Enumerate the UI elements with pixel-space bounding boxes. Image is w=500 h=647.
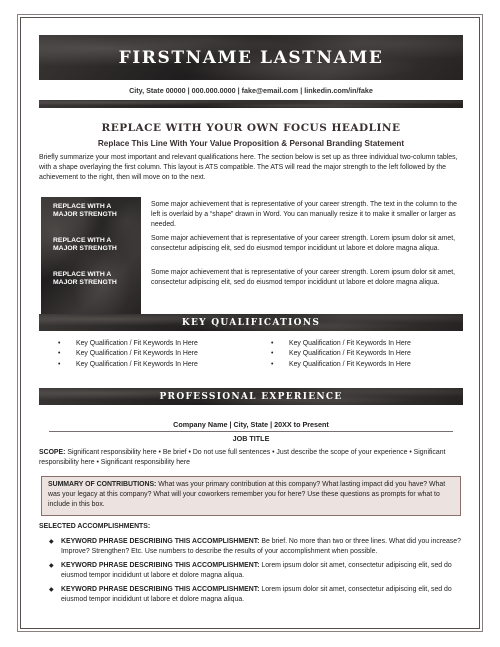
scope-label: SCOPE: [39, 449, 66, 456]
list-item [58, 360, 198, 370]
strength-achievement: Some major achievement that is representative of your career strength. The text in the column to the left is overlaid by a “shape” drawn in Word. You can manually resize it to make it smaller or larger as needed. [151, 201, 457, 229]
header-divider-band [39, 100, 463, 108]
accomplishment-keyword: KEYWORD PHRASE DESCRIBING THIS ACCOMPLISHMENT: [61, 538, 260, 545]
diamond-bullet-icon: ◆ [49, 563, 54, 569]
bullet-icon: • [58, 360, 61, 368]
accomplishment-keyword: KEYWORD PHRASE DESCRIBING THIS ACCOMPLISHMENT: [61, 586, 260, 593]
summary-paragraph: Briefly summarize your most important and relevant qualifications here. The section below is set up as three individual two-column tables, with a shape overlaying the first column. This layout is ATS compatible. The ATS will read the major strength to the left followed by the achievement to the right, then will move on to the next. [39, 154, 458, 182]
qualification-text: Key Qualification / Fit Keywords In Here [289, 340, 411, 347]
accomplishments-title: SELECTED ACCOMPLISHMENTS: [39, 523, 151, 530]
strength-achievement: Some major achievement that is representative of your career strength. Lorem ipsum dolor sit amet, consectetur adipiscing elit, sed do eiusmod tempor incididunt ut labore et dolore magna aliqua. [151, 269, 456, 287]
accomplishment-text: Be brief. No more than two or three lines. What did you increase? Improve? Strengthen? Etc. Use numbers to describe the results of your accomplishment when possible. [61, 538, 461, 556]
accomplishment-item [49, 561, 461, 581]
company-divider [49, 431, 453, 432]
strength-achievement: Some major achievement that is representative of your career strength. Lorem ipsum dolor sit amet, consectetur adipiscing elit, sed do eiusmod tempor incididunt ut labore et dolore magna aliqua. [151, 235, 456, 253]
list-item [271, 349, 411, 359]
contributions-text: What was your primary contribution at this company? What lasting impact did you have? What was your legacy at this company? What will your coworkers remember you for here? Use these questions as prompts for what to include in this box. [48, 481, 446, 509]
scope-text: Significant responsibility here • Be brief • Do not use full sentences • Just describe the scope of your experience • Significant responsibility here • Significant responsibility here [39, 449, 446, 467]
bullet-icon: • [271, 360, 274, 368]
list-item [271, 339, 411, 349]
strength-label: REPLACE WITH A MAJOR STRENGTH [53, 203, 117, 219]
value-proposition: Replace This Line With Your Value Proposition & Personal Branding Statement [97, 139, 405, 148]
experience-header-band [39, 388, 463, 405]
accomplishment-text: Lorem ipsum dolor sit amet, consectetur adipiscing elit, sed do eiusmod tempor incididunt ut labore et dolore magna aliqua. [61, 562, 452, 580]
qualification-text: Key Qualification / Fit Keywords In Here [76, 360, 198, 368]
bullet-icon: • [58, 350, 61, 358]
contributions-box [41, 476, 461, 516]
bullet-icon: • [271, 340, 274, 347]
company-line: Company Name | City, State | 20XX to Present [173, 420, 329, 429]
accomplishment-item [49, 537, 461, 557]
job-title: JOB TITLE [232, 434, 270, 443]
list-item [271, 360, 411, 370]
resume-page [20, 17, 480, 629]
accomplishment-text: Lorem ipsum dolor sit amet, consectetur adipiscing elit, sed do eiusmod tempor incididunt ut labore et dolore magna aliqua. [61, 586, 452, 604]
strength-label: REPLACE WITH A MAJOR STRENGTH [53, 237, 117, 253]
bullet-icon: • [58, 340, 61, 347]
section-title: PROFESSIONAL EXPERIENCE [159, 391, 343, 402]
bullet-icon: • [271, 350, 274, 358]
scope-paragraph [39, 448, 463, 468]
list-item [58, 349, 198, 359]
qualifications-list-left [58, 339, 198, 370]
header-band [39, 35, 463, 80]
diamond-bullet-icon: ◆ [49, 587, 54, 593]
strength-label: REPLACE WITH A MAJOR STRENGTH [53, 271, 117, 287]
contact-line: City, State 00000 | 000.000.0000 | fake@email.com | linkedin.com/in/fake [129, 86, 373, 95]
section-title: KEY QUALIFICATIONS [181, 317, 321, 328]
accomplishment-keyword: KEYWORD PHRASE DESCRIBING THIS ACCOMPLISHMENT: [61, 562, 260, 569]
contributions-label: SUMMARY OF CONTRIBUTIONS: [48, 481, 157, 488]
focus-headline: REPLACE WITH YOUR OWN FOCUS HEADLINE [101, 122, 401, 134]
strength-column-shape [41, 197, 141, 317]
accomplishment-item [49, 585, 461, 605]
qualification-text: Key Qualification / Fit Keywords In Here [76, 350, 198, 358]
list-item [58, 339, 198, 349]
qualification-text: Key Qualification / Fit Keywords In Here [76, 340, 198, 347]
qualifications-list-right [271, 339, 411, 370]
qualification-text: Key Qualification / Fit Keywords In Here [289, 360, 411, 368]
diamond-bullet-icon: ◆ [49, 539, 54, 545]
qualifications-header-band [39, 314, 463, 331]
candidate-name: FIRSTNAME LASTNAME [118, 47, 384, 68]
qualification-text: Key Qualification / Fit Keywords In Here [289, 350, 411, 358]
